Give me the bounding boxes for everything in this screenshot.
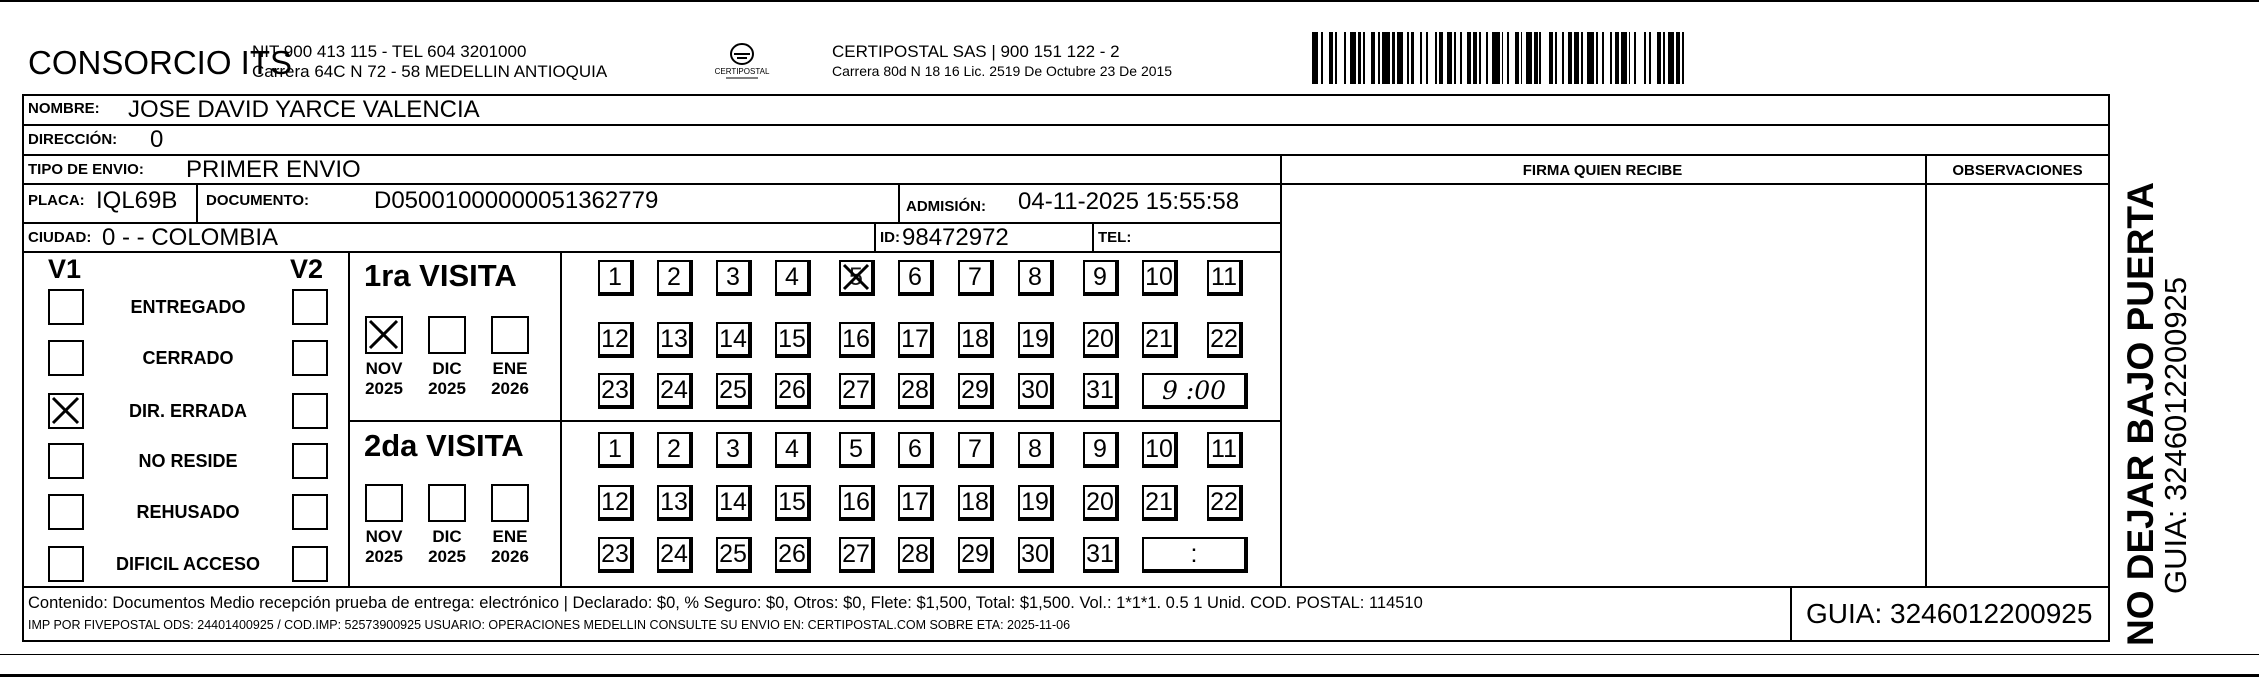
top-rule bbox=[0, 0, 2259, 2]
company-nit: NIT 900 413 115 - TEL 604 3201000 bbox=[252, 42, 527, 61]
first-visit-day-4[interactable]: 4 bbox=[775, 260, 811, 296]
first-visit-day-18[interactable]: 18 bbox=[958, 322, 994, 358]
first-visit-day-10[interactable]: 10 bbox=[1142, 260, 1178, 296]
second-visit-day-12[interactable]: 12 bbox=[598, 485, 634, 521]
second-visit-day-31[interactable]: 31 bbox=[1083, 537, 1119, 573]
status-label-5: REHUSADO bbox=[136, 502, 240, 522]
x-mark-icon bbox=[367, 318, 400, 351]
contenido-text: Contenido: Documentos Medio recepción prueba de entrega: electrónico | Declarado: $0, % Seguro: $0, Otros: $0, Flete: $1,500, Total: $1,500. Vol.: 1*1*1. 0.5 1 Unid. COD. POSTAL: 114510 bbox=[28, 594, 1423, 612]
v2-checkbox-3[interactable] bbox=[292, 393, 328, 429]
barcode-bar bbox=[1541, 32, 1549, 84]
first-visit-day-13[interactable]: 13 bbox=[657, 322, 693, 358]
first-visit-day-24[interactable]: 24 bbox=[657, 373, 693, 409]
admision-value: 04-11-2025 15:55:58 bbox=[1018, 188, 1240, 215]
v1-checkbox-2[interactable] bbox=[48, 340, 84, 376]
second-visit-day-25[interactable]: 25 bbox=[716, 537, 752, 573]
second-visit-month-ene[interactable] bbox=[491, 484, 529, 522]
second-visit-day-15[interactable]: 15 bbox=[775, 485, 811, 521]
status-label-6: DIFICIL ACCESO bbox=[115, 554, 260, 574]
barcode-bar bbox=[1684, 32, 1690, 84]
v2-checkbox-4[interactable] bbox=[292, 443, 328, 479]
placa-label: PLACA: bbox=[28, 192, 85, 209]
tel-label: TEL: bbox=[1098, 229, 1132, 246]
second-visit-day-14[interactable]: 14 bbox=[716, 485, 752, 521]
month-year: 2026 bbox=[491, 547, 529, 566]
second-visit-month-label bbox=[353, 527, 415, 567]
v2-label: V2 bbox=[290, 254, 324, 284]
second-visit-day-26[interactable]: 26 bbox=[775, 537, 811, 573]
month-year: 2026 bbox=[491, 379, 529, 398]
month-year: 2025 bbox=[365, 547, 403, 566]
first-visit-day-20[interactable]: 20 bbox=[1083, 322, 1119, 358]
month-name: NOV bbox=[365, 527, 403, 546]
v1-checkbox-5[interactable] bbox=[48, 494, 84, 530]
v2-checkbox-1[interactable] bbox=[292, 289, 328, 325]
barcode-bar bbox=[1587, 32, 1595, 84]
second-visit-day-20[interactable]: 20 bbox=[1083, 485, 1119, 521]
first-visit-day-22[interactable]: 22 bbox=[1207, 322, 1243, 358]
first-visit-day-28[interactable]: 28 bbox=[898, 373, 934, 409]
first-visit-day-21[interactable]: 21 bbox=[1142, 322, 1178, 358]
carrier-name: CERTIPOSTAL SAS | 900 151 122 - 2 bbox=[832, 42, 1120, 61]
guia-footer: GUIA: 3246012200925 bbox=[1806, 598, 2093, 629]
v1-checkbox-4[interactable] bbox=[48, 443, 84, 479]
admision-label: ADMISIÓN: bbox=[906, 198, 986, 215]
first-visit-title: 1ra VISITA bbox=[364, 258, 517, 293]
day-number: 5 bbox=[849, 262, 863, 291]
month-year: 2025 bbox=[428, 379, 466, 398]
company-name: CONSORCIO ITS bbox=[28, 44, 293, 81]
barcode-bar bbox=[1382, 32, 1390, 84]
v1-checkbox-6[interactable] bbox=[48, 546, 84, 582]
first-visit-day-9[interactable]: 9 bbox=[1083, 260, 1119, 296]
direccion-value: 0 bbox=[150, 126, 164, 153]
id-label: ID: bbox=[880, 229, 900, 246]
first-visit-day-31[interactable]: 31 bbox=[1083, 373, 1119, 409]
v2-checkbox-2[interactable] bbox=[292, 340, 328, 376]
v2-checkbox-6[interactable] bbox=[292, 546, 328, 582]
documento-value: D05001000000051362779 bbox=[374, 187, 659, 214]
first-visit-day-26[interactable]: 26 bbox=[775, 373, 811, 409]
second-visit-time-box[interactable]: : bbox=[1142, 537, 1248, 573]
first-visit-day-23[interactable]: 23 bbox=[598, 373, 634, 409]
second-visit-day-11[interactable]: 11 bbox=[1207, 432, 1243, 468]
second-visit-day-22[interactable]: 22 bbox=[1207, 485, 1243, 521]
first-visit-day-19[interactable]: 19 bbox=[1018, 322, 1054, 358]
side-guia: GUIA: 3246012200925 bbox=[2158, 276, 2193, 594]
imp-text: IMP POR FIVEPOSTAL ODS: 24401400925 / COD.IMP: 52573900925 USUARIO: OPERACIONES MEDELLIN CONSULTE SU ENVIO EN: CERTIPOSTAL.COM SOBRE ETA: 2025-11-06 bbox=[28, 618, 1071, 632]
second-visit-day-18[interactable]: 18 bbox=[958, 485, 994, 521]
first-visit-day-5[interactable] bbox=[839, 260, 875, 296]
direccion-label: DIRECCIÓN: bbox=[28, 131, 118, 148]
nombre-label: NOMBRE: bbox=[28, 100, 100, 117]
second-visit-day-2[interactable]: 2 bbox=[657, 432, 693, 468]
second-visit-day-5[interactable]: 5 bbox=[839, 432, 875, 468]
second-visit-month-label bbox=[479, 527, 541, 567]
second-visit-day-1[interactable]: 1 bbox=[598, 432, 634, 468]
first-visit-day-17[interactable]: 17 bbox=[898, 322, 934, 358]
first-visit-month-nov[interactable] bbox=[365, 316, 403, 354]
second-visit-title: 2da VISITA bbox=[364, 428, 524, 463]
month-year: 2025 bbox=[428, 547, 466, 566]
x-mark-icon bbox=[50, 395, 81, 426]
month-name: NOV bbox=[365, 359, 403, 378]
ciudad-label: CIUDAD: bbox=[28, 229, 92, 246]
second-visit-day-10[interactable]: 10 bbox=[1142, 432, 1178, 468]
ciudad-value: 0 - - COLOMBIA bbox=[102, 224, 279, 251]
v1-label: V1 bbox=[48, 254, 82, 284]
month-name: DIC bbox=[432, 359, 462, 378]
month-name: ENE bbox=[492, 359, 528, 378]
observaciones-label: OBSERVACIONES bbox=[1952, 162, 2083, 179]
first-visit-day-7[interactable]: 7 bbox=[958, 260, 994, 296]
tipo-envio-value: PRIMER ENVIO bbox=[186, 156, 361, 183]
tipo-envio-label: TIPO DE ENVIO: bbox=[28, 161, 144, 178]
first-visit-day-1[interactable]: 1 bbox=[598, 260, 634, 296]
v1-checkbox-3[interactable] bbox=[48, 393, 84, 429]
status-label-1: ENTREGADO bbox=[130, 297, 246, 317]
certipostal-logo bbox=[712, 40, 772, 86]
second-visit-day-29[interactable]: 29 bbox=[958, 537, 994, 573]
no-dejar-bajo-puerta: NO DEJAR BAJO PUERTA bbox=[2120, 182, 2161, 646]
v1-checkbox-1[interactable] bbox=[48, 289, 84, 325]
second-visit-day-6[interactable]: 6 bbox=[898, 432, 934, 468]
barcode-bar bbox=[1636, 32, 1644, 84]
status-label-2: CERRADO bbox=[142, 348, 234, 368]
first-visit-day-25[interactable]: 25 bbox=[716, 373, 752, 409]
month-name: DIC bbox=[432, 527, 462, 546]
second-visit-day-9[interactable]: 9 bbox=[1083, 432, 1119, 468]
second-visit-day-16[interactable]: 16 bbox=[839, 485, 875, 521]
status-label-4: NO RESIDE bbox=[138, 451, 238, 471]
barcode-bar bbox=[1428, 32, 1436, 84]
svg-text:CERTIPOSTAL: CERTIPOSTAL bbox=[714, 67, 770, 76]
first-visit-day-3[interactable]: 3 bbox=[716, 260, 752, 296]
second-visit-day-13[interactable]: 13 bbox=[657, 485, 693, 521]
second-visit-day-21[interactable]: 21 bbox=[1142, 485, 1178, 521]
second-visit-month-label bbox=[416, 527, 478, 567]
barcode bbox=[1312, 32, 1932, 84]
first-visit-day-6[interactable]: 6 bbox=[898, 260, 934, 296]
second-visit-day-4[interactable]: 4 bbox=[775, 432, 811, 468]
month-name: ENE bbox=[492, 527, 528, 546]
first-visit-month-dic[interactable] bbox=[428, 316, 466, 354]
id-value: 98472972 bbox=[902, 224, 1009, 251]
documento-label: DOCUMENTO: bbox=[206, 192, 310, 209]
first-visit-month-ene[interactable] bbox=[491, 316, 529, 354]
second-visit-day-28[interactable]: 28 bbox=[898, 537, 934, 573]
bottom-rule bbox=[0, 674, 2259, 677]
first-visit-day-29[interactable]: 29 bbox=[958, 373, 994, 409]
month-year: 2025 bbox=[365, 379, 403, 398]
firma-label: FIRMA QUIEN RECIBE bbox=[1522, 162, 1683, 179]
first-visit-day-8[interactable]: 8 bbox=[1018, 260, 1054, 296]
second-visit-day-17[interactable]: 17 bbox=[898, 485, 934, 521]
first-visit-day-16[interactable]: 16 bbox=[839, 322, 875, 358]
first-visit-month-label bbox=[479, 359, 541, 399]
first-visit-day-30[interactable]: 30 bbox=[1018, 373, 1054, 409]
second-visit-day-27[interactable]: 27 bbox=[839, 537, 875, 573]
barcode-bar bbox=[1337, 32, 1345, 84]
second-visit-day-7[interactable]: 7 bbox=[958, 432, 994, 468]
cut-rule bbox=[0, 654, 2259, 655]
first-visit-day-14[interactable]: 14 bbox=[716, 322, 752, 358]
second-visit-month-dic[interactable] bbox=[428, 484, 466, 522]
second-visit-day-23[interactable]: 23 bbox=[598, 537, 634, 573]
carrier-address: Carrera 80d N 18 16 Lic. 2519 De Octubre 23 De 2015 bbox=[832, 63, 1173, 79]
v2-checkbox-5[interactable] bbox=[292, 494, 328, 530]
second-visit-day-19[interactable]: 19 bbox=[1018, 485, 1054, 521]
first-visit-day-15[interactable]: 15 bbox=[775, 322, 811, 358]
first-visit-month-label bbox=[353, 359, 415, 399]
first-visit-day-27[interactable]: 27 bbox=[839, 373, 875, 409]
first-visit-day-2[interactable]: 2 bbox=[657, 260, 693, 296]
second-visit-day-8[interactable]: 8 bbox=[1018, 432, 1054, 468]
status-label-3: DIR. ERRADA bbox=[128, 401, 247, 421]
first-visit-day-11[interactable]: 11 bbox=[1207, 260, 1243, 296]
first-visit-day-12[interactable]: 12 bbox=[598, 322, 634, 358]
second-visit-day-3[interactable]: 3 bbox=[716, 432, 752, 468]
second-visit-day-30[interactable]: 30 bbox=[1018, 537, 1054, 573]
first-visit-month-label bbox=[416, 359, 478, 399]
second-visit-month-nov[interactable] bbox=[365, 484, 403, 522]
placa-value: IQL69B bbox=[96, 187, 178, 214]
barcode-bar bbox=[1492, 32, 1500, 84]
nombre-value: JOSE DAVID YARCE VALENCIA bbox=[128, 96, 480, 123]
company-address: Carrera 64C N 72 - 58 MEDELLIN ANTIOQUIA bbox=[252, 62, 608, 81]
first-visit-time-box[interactable]: 9 :00 bbox=[1142, 373, 1248, 409]
second-visit-day-24[interactable]: 24 bbox=[657, 537, 693, 573]
